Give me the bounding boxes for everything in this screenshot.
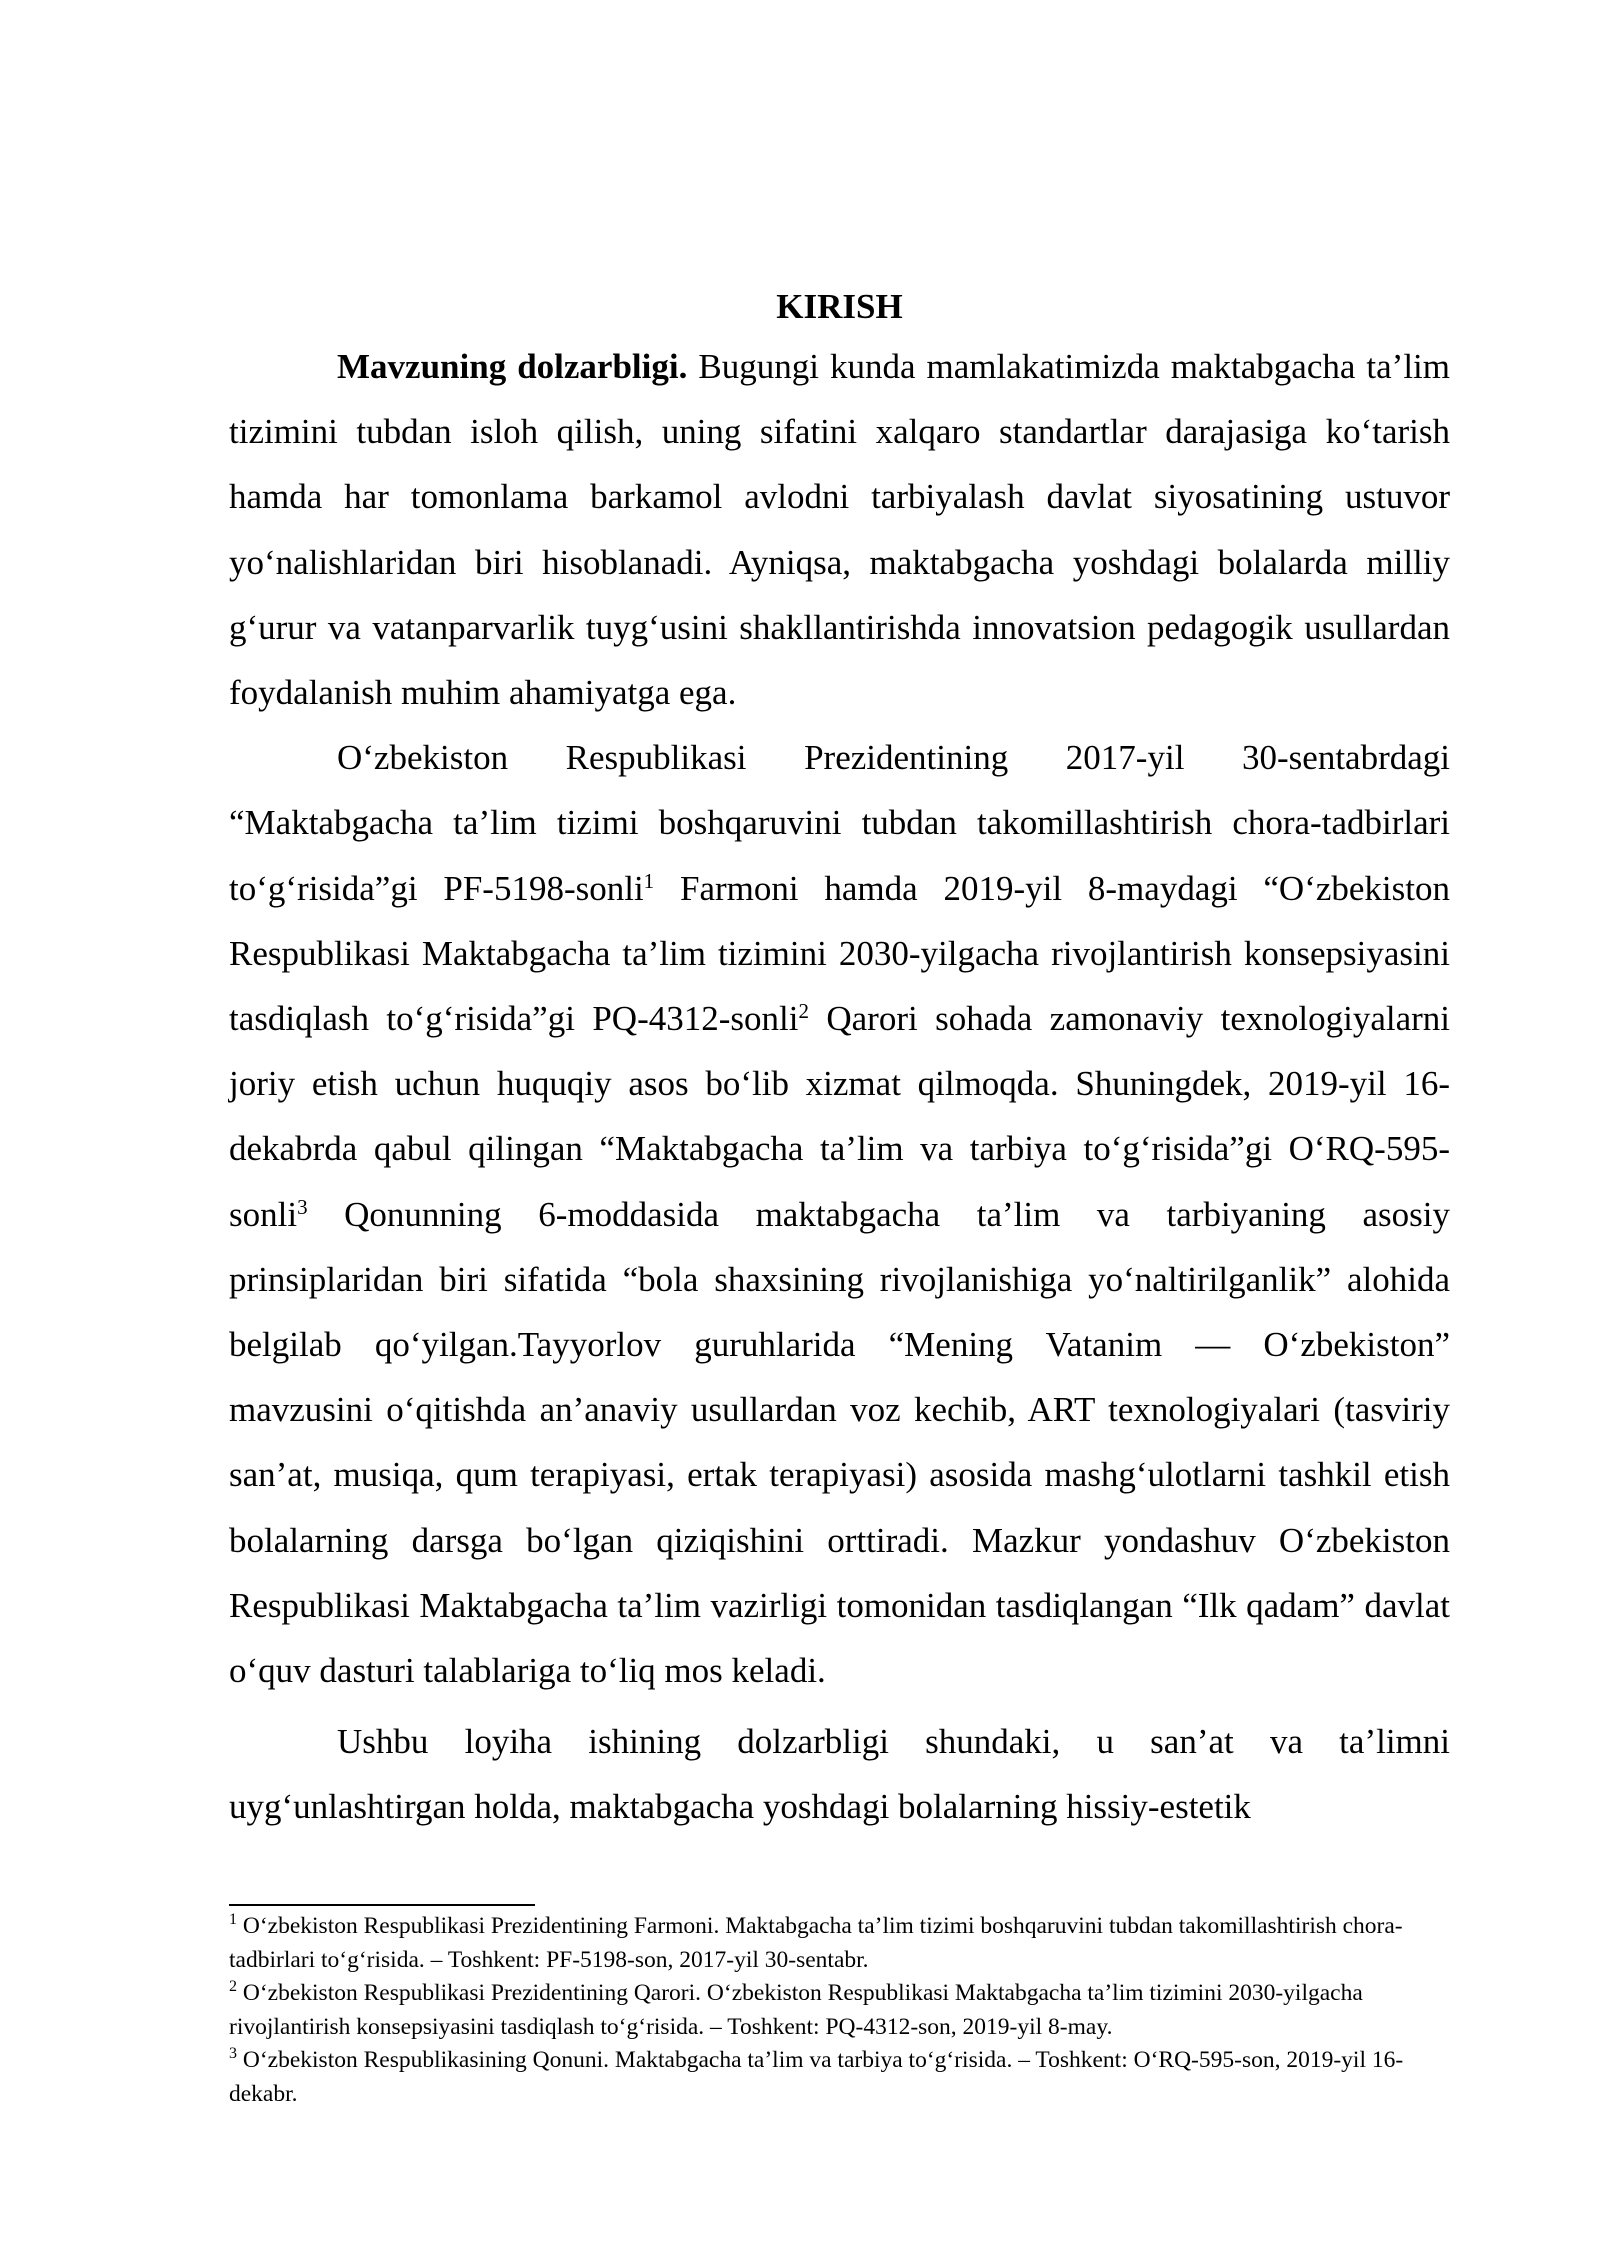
footnote-ref-1: 1 xyxy=(643,868,655,893)
document-page xyxy=(229,283,1450,1840)
paragraph-lead: Mavzuning dolzarbligi. xyxy=(337,347,688,386)
paragraph-project-relevance xyxy=(229,1709,1450,1839)
footnote-1 xyxy=(229,1910,1450,1977)
footnote-mark: 2 xyxy=(229,1978,237,1995)
paragraph-text: O‘zbekiston Respublikasi Prezidentining 2017-yil 30-sentabrdagi “Maktabgacha ta’lim tizimi boshqaruvini tubdan takomillashtirish chora-tadbirlari to‘g‘risida”gi PF-5198-sonli xyxy=(229,738,1450,908)
footnote-mark: 3 xyxy=(229,2045,237,2062)
paragraph-text: Farmoni hamda 2019-yil 8-maydagi “O‘zbekiston Respublikasi Maktabgacha ta’lim tizimini 2030-yilgacha rivojlantirish konsepsiyasini tasdiqlash to‘g‘risida”gi PQ-4312-sonli xyxy=(229,868,1450,1039)
footnote-text: O‘zbekiston Respublikasining Qonuni. Maktabgacha ta’lim va tarbiya to‘g‘risida. – Toshkent: O‘RQ-595-son, 2019-yil 16-dekabr. xyxy=(229,2047,1404,2107)
paragraph-legal-basis xyxy=(229,725,1450,1703)
footnote-2 xyxy=(229,1977,1450,2044)
footnotes xyxy=(229,1910,1450,2111)
paragraph-text: Qarori sohada zamonaviy texnologiyalarni joriy etish uchun huquqiy asos bo‘lib xizmat qilmoqda. Shuningdek, 2019-yil 16-dekabrda qabul qilingan “Maktabgacha ta’lim va tarbiya to‘g‘risida”gi O‘RQ-595-sonli xyxy=(229,999,1451,1234)
footnote-3 xyxy=(229,2044,1450,2111)
paragraph-text: Ushbu loyiha ishining dolzarbligi shundaki, u san’at va ta’limni uyg‘unlashtirgan holda, maktabgacha yoshdagi bolalarning hissiy-estetik xyxy=(229,1722,1450,1827)
paragraph-text: Bugungi kunda mamlakatimizda maktabgacha ta’lim tizimini tubdan isloh qilish, uning sifatini xalqaro standartlar darajasiga ko‘tarish hamda har tomonlama barkamol avlodni tarbiyalash davlat siyosatining ustuvor yo‘nalishlaridan biri hisoblanadi. Ayniqsa, maktabgacha yoshdagi bolalarda milliy g‘urur va vatanparvarlik tuyg‘usini shakllantirishda innovatsion pedagogik usullardan foydalanish muhim ahamiyatga ega. xyxy=(229,347,1450,713)
footnote-mark: 1 xyxy=(229,1911,237,1928)
section-heading: KIRISH xyxy=(776,287,903,326)
footnote-separator xyxy=(229,1904,535,1906)
footnote-text: O‘zbekiston Respublikasi Prezidentining Qarori. O‘zbekiston Respublikasi Maktabgacha ta’lim tizimini 2030-yilgacha rivojlantirish konsepsiyasini tasdiqlash to‘g‘risida. – Toshkent: PQ-4312-son, 2019-yil 8-may. xyxy=(229,1980,1363,2040)
footnote-text: O‘zbekiston Respublikasi Prezidentining Farmoni. Maktabgacha ta’lim tizimi boshqaruvini tubdan takomillashtirish chora-tadbirlari to‘g‘risida. – Toshkent: PF-5198-son, 2017-yil 30-sentabr. xyxy=(229,1913,1403,1973)
footnote-ref-3: 3 xyxy=(297,1194,308,1219)
footnote-ref-2: 2 xyxy=(798,999,809,1024)
paragraph-relevance xyxy=(229,334,1450,725)
paragraph-text: Qonunning 6-moddasida maktabgacha ta’lim va tarbiyaning asosiy prinsiplaridan biri sifatida “bola shaxsining rivojlanishiga yo‘naltirilganlik” alohida belgilab qo‘yilgan.Tayyorlov guruhlarida “Mening Vatanim — O‘zbekiston” mavzusini o‘qitishda an’anaviy usullardan voz kechib, ART texnologiyalari (tasviriy san’at, musiqa, qum terapiyasi, ertak terapiyasi) asosida mashg‘ulotlarni tashkil etish bolalarning darsga bo‘lgan qiziqishini orttiradi. Mazkur yondashuv O‘zbekiston Respublikasi Maktabgacha ta’lim vazirligi tomonidan tasdiqlangan “Ilk qadam” davlat o‘quv dasturi talablariga to‘liq mos keladi. xyxy=(229,1194,1450,1691)
